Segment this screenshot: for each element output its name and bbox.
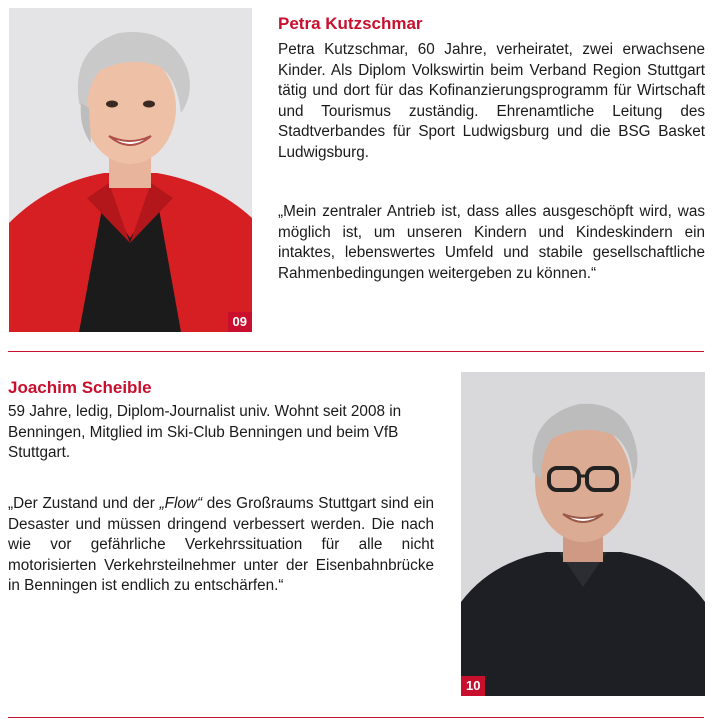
candidate-bio-text: 59 Jahre, ledig, Diplom-Journalist univ. Wohnt seit 2008 in Benningen, Mitglied im Ski-Club Benningen und beim VfB Stuttgart. [8, 403, 402, 461]
quote-flow: „Flow“ [159, 495, 203, 512]
candidate-name: Joachim Scheible [8, 378, 152, 397]
candidate-entry-09 [0, 0, 714, 350]
quote-start: „Der Zustand und der [8, 495, 160, 512]
portrait-man-icon [461, 372, 705, 696]
portrait-woman-icon [9, 8, 252, 332]
candidate-quote [8, 494, 434, 597]
candidate-entry-10 [0, 352, 714, 712]
section-divider [8, 717, 704, 718]
quote-end: des Großraums Stuttgart sind ein Desaster und müssen dringend verbessert werden. Die nach wie vor gefährliche Verkehrssituation für alle nicht motorisierten Verkehrsteilnehmer unter der Eisenbahnbrücke in Benningen ist endlich zu entschärfen.“ [8, 495, 434, 594]
candidate-photo [461, 372, 705, 696]
entry-number-badge: 10 [461, 676, 485, 696]
candidate-photo [9, 8, 252, 332]
candidate-name: Petra Kutzschmar [278, 14, 423, 33]
candidate-bio [8, 402, 434, 464]
candidate-quote: „Mein zentraler Antrieb ist, dass alles ausgeschöpft wird, was möglich ist, um unseren Kindern und Kindeskindern ein intaktes, lebenswertes Umfeld und stabile gesellschaftliche Rahmenbedingungen weitergeben zu können.“ [278, 203, 705, 282]
entry-number-badge: 09 [228, 312, 252, 332]
candidate-bio: Petra Kutzschmar, 60 Jahre, verheiratet, zwei erwachsene Kinder. Als Diplom Volkswirtin beim Verband Region Stuttgart tätig und dort für das Kofinanzierungsprogramm für Wirtschaft und Tourismus zuständig. Ehrenamtliche Leitung des Stadtverbandes für Sport Ludwigsburg und die BSG Basket Ludwigsburg. [278, 41, 705, 161]
